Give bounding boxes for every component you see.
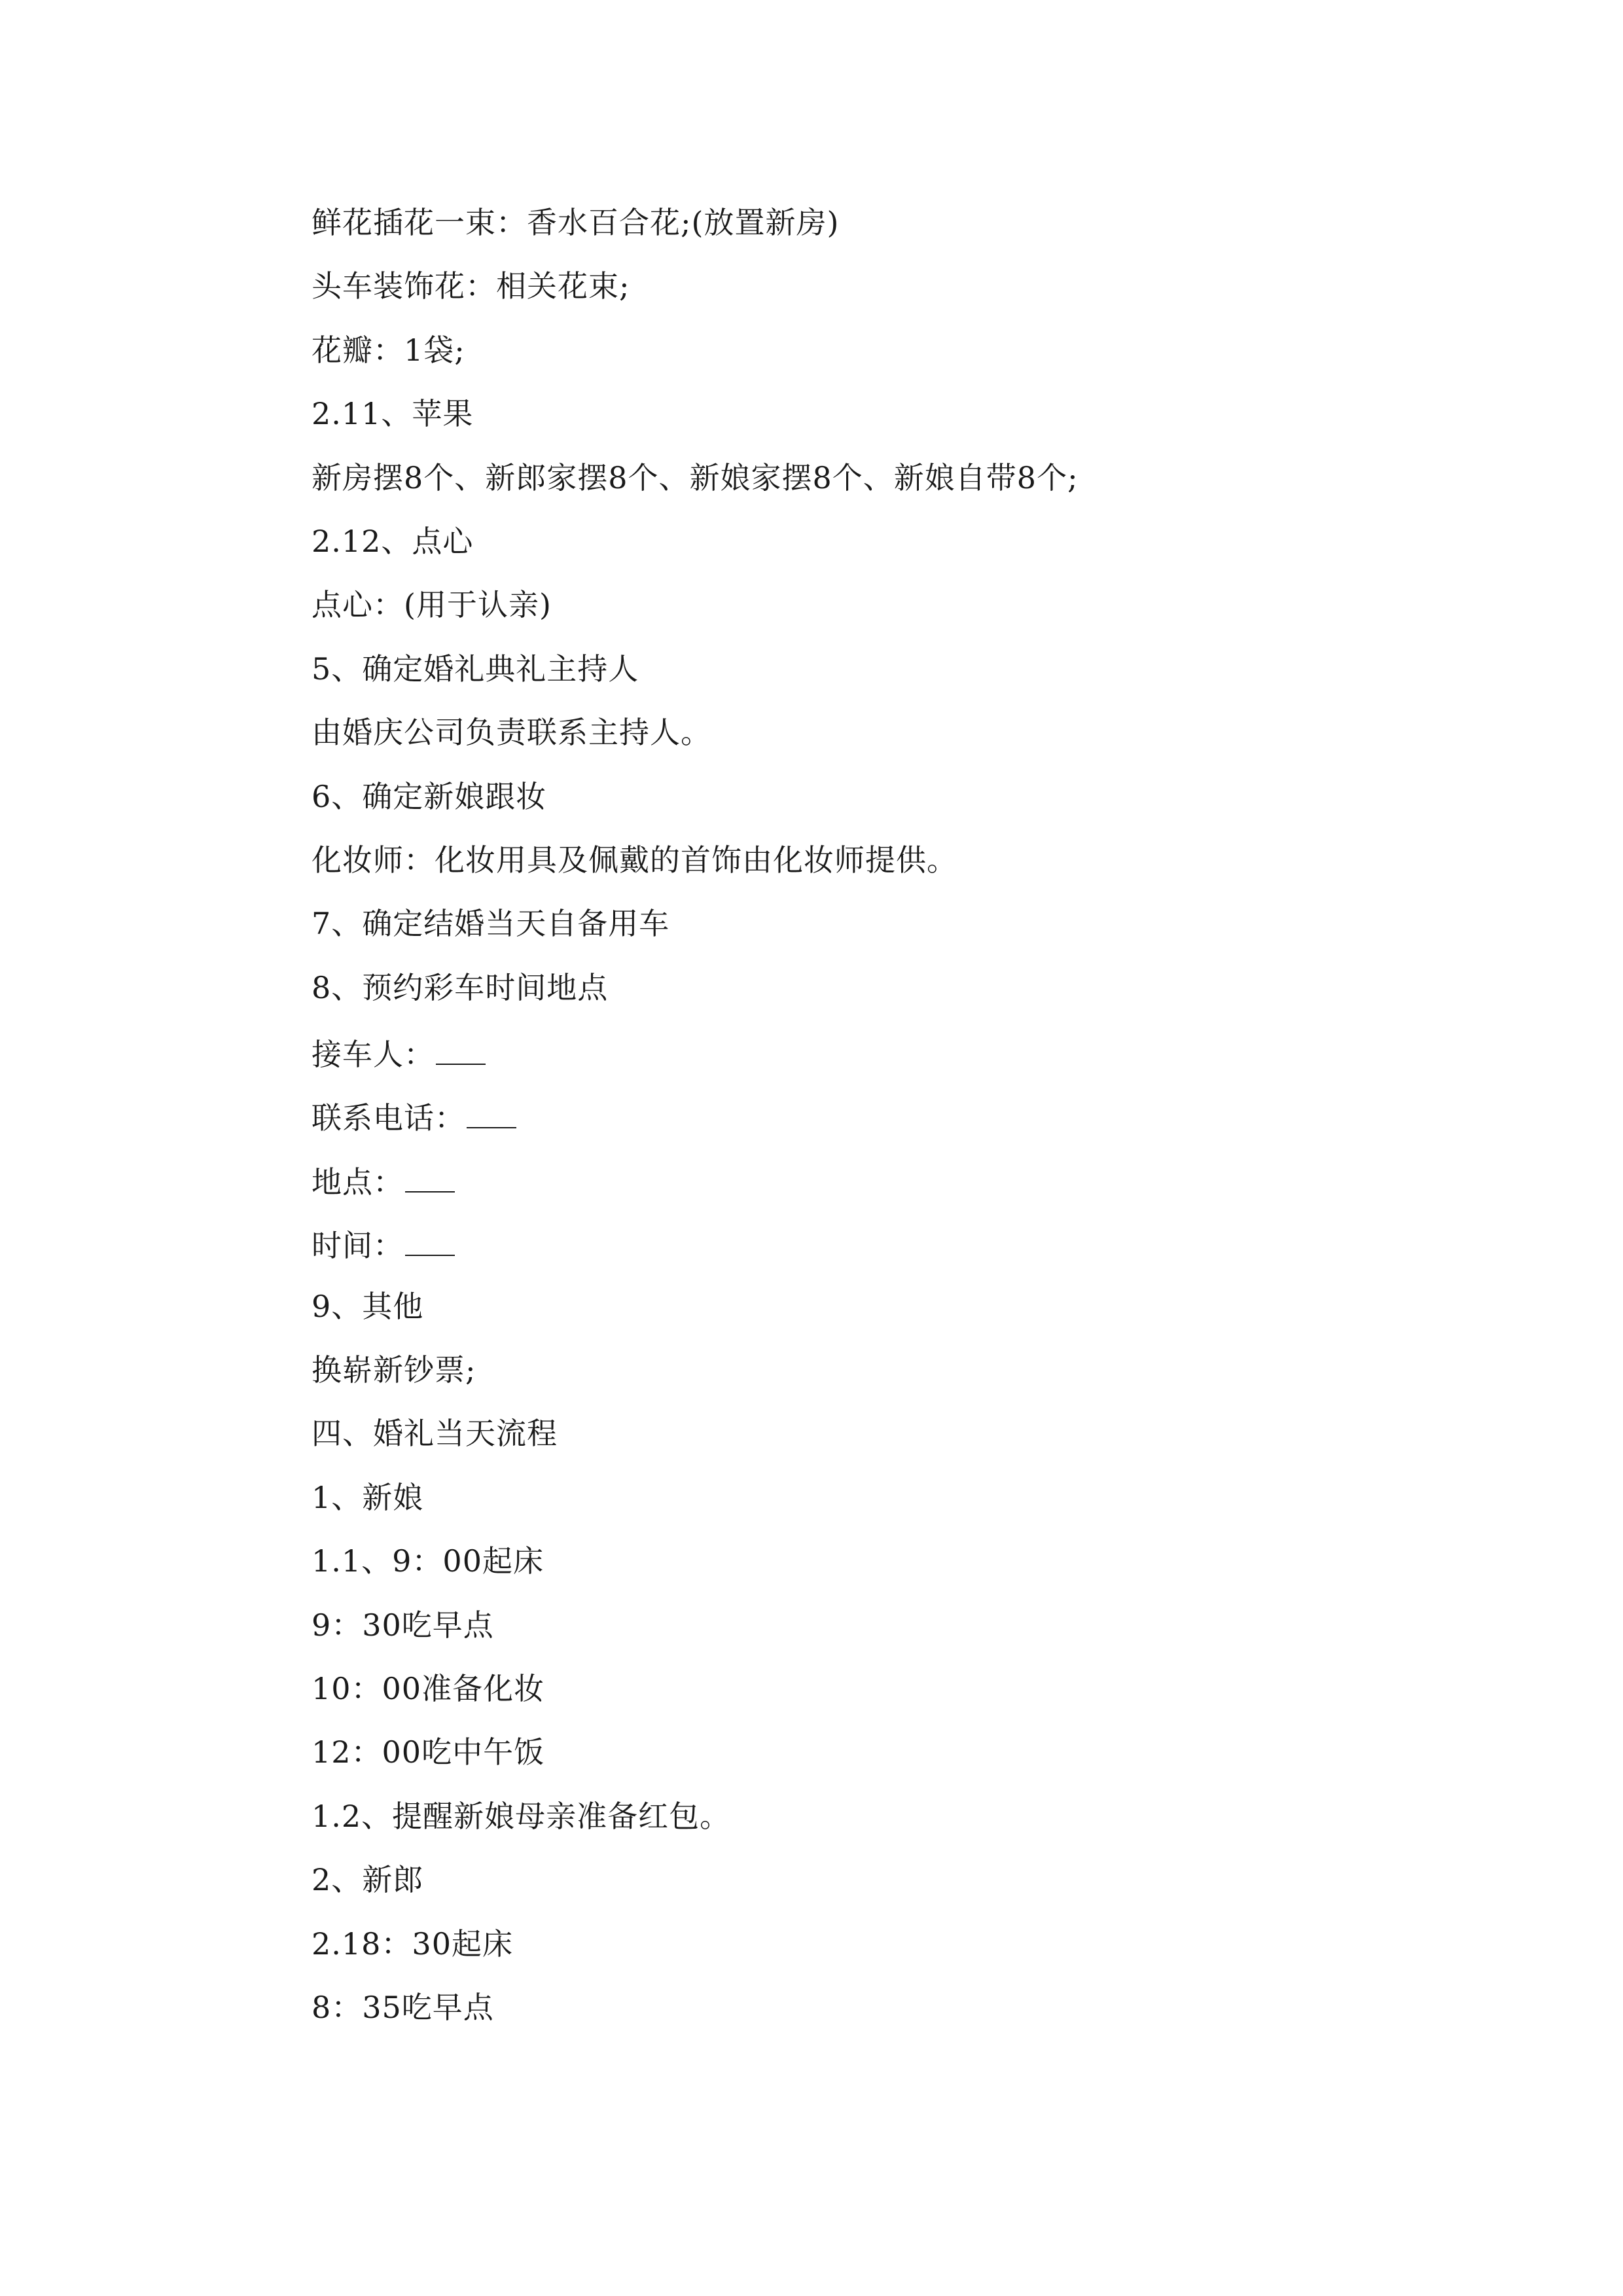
section-heading: 6、确定新娘跟妆 (312, 778, 547, 814)
section-heading: 8、预约彩车时间地点 (312, 969, 609, 1005)
text-line: 1.2、提醒新娘母亲准备红包。 (312, 1798, 731, 1834)
blank-underline (405, 1157, 455, 1193)
blank-underline (405, 1221, 455, 1256)
section-heading: 9、其他 (312, 1288, 424, 1324)
schedule-item: 12：00吃中午饭 (312, 1734, 545, 1770)
text-line: 头车装饰花：相关花束; (312, 268, 630, 304)
field-label: 联系电话： (312, 1100, 465, 1136)
text-line: 化妆师：化妆用具及佩戴的首饰由化妆师提供。 (312, 842, 957, 878)
section-heading: 5、确定婚礼典礼主持人 (312, 651, 639, 687)
section-heading: 2、新郎 (312, 1862, 424, 1898)
fill-in-field-time (312, 1221, 1424, 1284)
fill-in-field-pickup-person (312, 1030, 1424, 1093)
field-label: 时间： (312, 1228, 404, 1264)
document-body (312, 201, 1424, 2049)
text-line: 点心：(用于认亲) (312, 587, 552, 623)
text-line: 换崭新钞票; (312, 1352, 476, 1388)
text-line: 新房摆8个、新郎家摆8个、新娘家摆8个、新娘自带8个; (312, 459, 1079, 495)
blank-underline (467, 1093, 516, 1128)
schedule-item: 1.1、9：00起床 (312, 1543, 544, 1579)
schedule-item: 2.18：30起床 (312, 1926, 513, 1962)
section-heading: 7、确定结婚当天自备用车 (312, 906, 670, 942)
chapter-heading: 四、婚礼当天流程 (312, 1416, 558, 1452)
fill-in-field-phone (312, 1093, 1424, 1157)
schedule-item: 10：00准备化妆 (312, 1670, 545, 1706)
field-label: 接车人： (312, 1037, 435, 1073)
section-heading: 2.12、点心 (312, 523, 474, 559)
text-line: 由婚庆公司负责联系主持人。 (312, 715, 711, 751)
blank-underline (436, 1030, 486, 1065)
fill-in-field-location (312, 1157, 1424, 1221)
schedule-item: 9：30吃早点 (312, 1607, 494, 1643)
field-label: 地点： (312, 1164, 404, 1200)
section-heading: 2.11、苹果 (312, 396, 474, 432)
text-line: 鲜花插花一束：香水百合花;(放置新房) (312, 205, 840, 240)
section-heading: 1、新娘 (312, 1479, 424, 1515)
text-line: 花瓣：1袋; (312, 332, 465, 368)
schedule-item: 8：35吃早点 (312, 1989, 494, 2025)
